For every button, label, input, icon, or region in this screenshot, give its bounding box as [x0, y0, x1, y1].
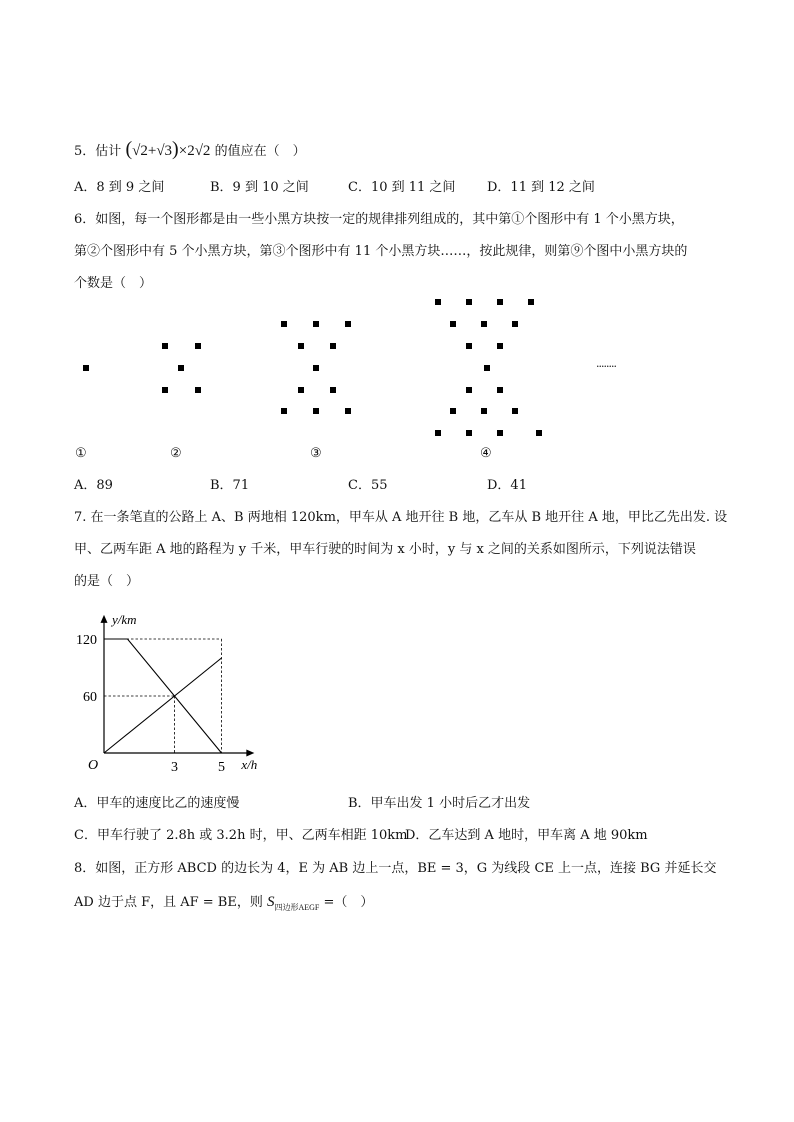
block [195, 343, 201, 349]
x-axis-label: x/h [241, 757, 258, 772]
q5-expr-times: × [178, 143, 188, 159]
y-axis-label: y/km [112, 611, 137, 627]
q7-distance-time-chart [70, 600, 280, 780]
block [466, 299, 472, 305]
q8-line2 [74, 891, 373, 913]
block [345, 321, 351, 327]
block [435, 430, 441, 436]
block [178, 365, 184, 371]
block [497, 343, 503, 349]
x-tick-label: 3 [171, 760, 178, 775]
q7-line2: 甲、乙两车距 A 地的路程为 y 千米，甲车行驶的时间为 x 小时，y 与 x 之间的关系如图所示，下列说法错误 [74, 542, 696, 557]
block [435, 299, 441, 305]
block [497, 387, 503, 393]
block [484, 365, 490, 371]
block [497, 299, 503, 305]
q6-label-3: ③ [310, 446, 322, 461]
q6-line1: 6．如图，每一个图形都是由一些小黑方块按一定的规律排列组成的，其中第①个图形中有 1 个小黑方块， [74, 212, 684, 227]
y-tick-label: 120 [76, 633, 97, 648]
q8-line2b: =（ ） [319, 895, 374, 910]
q5-expr-sqrt2: √2 [132, 143, 148, 159]
y-axis-arrow [101, 615, 108, 623]
block [512, 408, 518, 414]
q5-lead: 估计 [95, 144, 122, 159]
q7-option-b: B．甲车出发 1 小时后乙才出发 [348, 796, 531, 811]
block [512, 321, 518, 327]
q5-option-a: A．8 到 9 之间 [74, 180, 165, 195]
q6-line3: 个数是（ ） [74, 276, 153, 291]
q5-option-d: D．11 到 12 之间 [487, 180, 595, 195]
q6-option-a: A．89 [74, 478, 113, 493]
q6-line2: 第②个图形中有 5 个小黑方块，第③个图形中有 11 个小黑方块……，按此规律，则第⑨个图中小黑方块的 [74, 244, 688, 259]
block [345, 408, 351, 414]
block [83, 365, 89, 371]
q6-label-1: ① [75, 446, 87, 461]
q7-option-c: C．甲车行驶了 2.8h 或 3.2h 时，甲、乙两车相距 10km [74, 828, 408, 843]
block [195, 387, 201, 393]
series-line-1 [104, 658, 222, 753]
block [298, 387, 304, 393]
y-tick-label: 60 [83, 690, 97, 705]
block [162, 387, 168, 393]
block [466, 343, 472, 349]
block [281, 408, 287, 414]
q5-expression [125, 138, 211, 160]
block [313, 408, 319, 414]
q6-ellipsis: ········ [596, 360, 616, 373]
block [497, 430, 503, 436]
q8-area-symbol [267, 894, 319, 910]
q5-number: 5． [74, 144, 96, 159]
q7-option-d: D．乙车达到 A 地时，甲车离 A 地 90km [405, 828, 648, 843]
block [466, 430, 472, 436]
block [466, 387, 472, 393]
q5-expr-two: 2 [187, 143, 195, 159]
x-tick-label: 5 [218, 760, 225, 775]
q6-option-b: B．71 [210, 478, 250, 493]
q5-expr-lparen: ( [125, 138, 133, 160]
q5-expr-sqrt3: √3 [156, 143, 173, 159]
q5-option-b: B．9 到 10 之间 [210, 180, 309, 195]
block [481, 408, 487, 414]
q8-area-s: S [266, 894, 275, 910]
block [330, 343, 336, 349]
block [281, 321, 287, 327]
q6-label-4: ④ [480, 446, 492, 461]
q8-area-subscript: 四边形AEGF [274, 903, 320, 912]
block [450, 321, 456, 327]
block [298, 343, 304, 349]
block [330, 387, 336, 393]
q8-line2a: AD 边于点 F，且 AF = BE，则 [74, 895, 267, 910]
block [162, 343, 168, 349]
q5-expr-sqrt2b: √2 [194, 143, 211, 159]
q7-line3: 的是（ ） [74, 574, 140, 589]
x-axis-arrow [246, 750, 254, 757]
block [481, 321, 487, 327]
q5-stem [74, 138, 306, 161]
q8-line1: 8．如图，正方形 ABCD 的边长为 4，E 为 AB 边上一点，BE = 3，G 为线段 CE 上一点，连接 BG 并延长交 [74, 861, 717, 876]
q5-option-c: C．10 到 11 之间 [348, 180, 456, 195]
block [528, 299, 534, 305]
q5-tail: 的值应在（ ） [214, 144, 306, 159]
q7-line1: 7. 在一条笔直的公路上 A、B 两地相 120km，甲车从 A 地开往 B 地，乙车从 B 地开往 A 地，甲比乙先出发. 设 [74, 510, 728, 525]
origin-label: O [88, 758, 99, 773]
q7-option-a: A．甲车的速度比乙的速度慢 [74, 796, 240, 811]
q5-expr-plus: + [147, 143, 157, 159]
block [450, 408, 456, 414]
block [313, 365, 319, 371]
q6-option-d: D．41 [487, 478, 527, 493]
q5-expr-rparen: ) [172, 138, 179, 160]
q6-option-c: C．55 [348, 478, 388, 493]
block [313, 321, 319, 327]
q6-label-2: ② [170, 446, 182, 461]
block [536, 430, 542, 436]
